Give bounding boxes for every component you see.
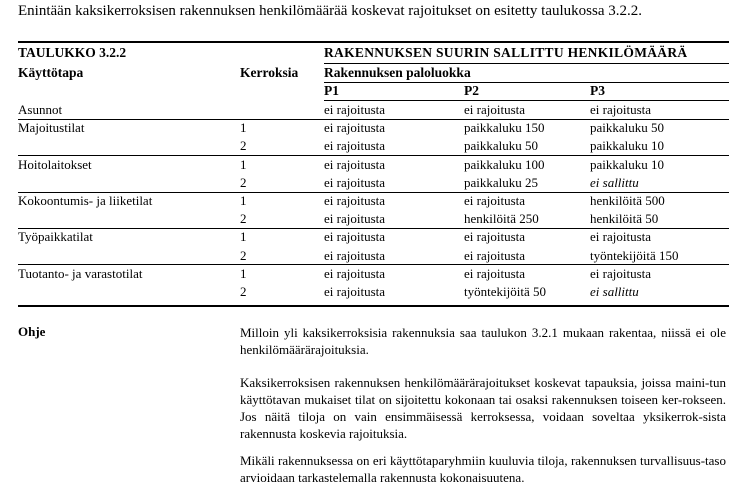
cell-p2: ei rajoitusta (464, 102, 526, 117)
cell-p1: ei rajoitusta (324, 138, 386, 154)
cell-use: Asunnot (18, 102, 63, 117)
fire-class-header: Rakennuksen paloluokka (324, 65, 471, 80)
cell-p2: ei rajoitusta (464, 265, 526, 281)
cell-floors: 2 (240, 211, 247, 227)
cell-p2: paikkaluku 25 (464, 174, 539, 190)
cell-p1: ei rajoitusta (324, 156, 386, 172)
cell-p1: ei rajoitusta (324, 120, 386, 136)
table-top-rule (18, 41, 729, 43)
table-bottom-rule (18, 305, 729, 307)
cell-floors: 1 (240, 229, 247, 245)
cell-p3: ei rajoitusta (590, 229, 652, 245)
cell-p3: ei rajoitusta (590, 102, 652, 117)
col-p3-header: P3 (590, 83, 605, 98)
cell-floors: 2 (240, 247, 247, 263)
cell-p2: työntekijöitä 50 (464, 284, 546, 299)
cell-use: Työpaikkatilat (18, 229, 93, 245)
cell-p2: ei rajoitusta (464, 229, 526, 245)
guidance-paragraph-2: Kaksikerroksisen rakennuksen henkilömäärärajoitukset koskevat tapauksia, joissa maini-tun käyttötavan mukaiset tilat on sijoitettu kokonaan tai osaksi rakennuksen toiseen ker-rokseen. Jos näitä tiloja on vain ensimmäisessä kerroksessa, voidaan soveltaa yksikerrok-sista rakennusta koskevia rajoituksia. (240, 375, 726, 441)
cell-floors: 2 (240, 174, 247, 190)
cell-p3: paikkaluku 10 (590, 156, 665, 172)
cell-p2: paikkaluku 150 (464, 120, 545, 136)
cell-p3: ei sallittu (590, 174, 639, 190)
cell-floors: 1 (240, 265, 247, 281)
cell-use: Hoitolaitokset (18, 156, 92, 172)
cell-p1: ei rajoitusta (324, 211, 386, 227)
cell-p1: ei rajoitusta (324, 229, 386, 245)
cell-floors: 1 (240, 120, 247, 136)
fire-class-underline (324, 82, 729, 83)
cell-p2: paikkaluku 100 (464, 156, 545, 172)
guidance-label: Ohje (18, 324, 46, 339)
col-p1-header: P1 (324, 83, 339, 98)
cell-floors: 1 (240, 156, 247, 172)
cell-p2: henkilöitä 250 (464, 211, 539, 227)
table-title: TAULUKKO 3.2.2 (18, 45, 127, 60)
cell-floors: 2 (240, 284, 247, 299)
guidance-paragraph-3: Mikäli rakennuksessa on eri käyttötaparyhmiin kuuluvia tiloja, rakennuksen turvallisuus-taso arvioidaan tarkastelemalla rakennusta kokonaisuutena. (240, 453, 726, 485)
cell-p1: ei rajoitusta (324, 102, 386, 117)
guidance-paragraph-1: Milloin yli kaksikerroksisia rakennuksia saa taulukon 3.2.1 mukaan rakentaa, niissä ei ole henkilömäärärajoituksia. (240, 325, 726, 357)
col-use-header: Käyttötapa (18, 65, 84, 80)
cell-p1: ei rajoitusta (324, 265, 386, 281)
cell-use: Tuotanto- ja varastotilat (18, 265, 143, 281)
cell-floors: 2 (240, 138, 247, 154)
cell-p1: ei rajoitusta (324, 284, 386, 299)
cell-p3: ei rajoitusta (590, 265, 652, 281)
cell-p3: paikkaluku 50 (590, 120, 665, 136)
intro-text: Enintään kaksikerroksisen rakennuksen henkilömäärää koskevat rajoitukset on esitetty taulukossa 3.2.2. (18, 3, 643, 19)
cell-p1: ei rajoitusta (324, 247, 386, 263)
cell-use: Kokoontumis- ja liiketilat (18, 193, 153, 208)
cell-p2: paikkaluku 50 (464, 138, 539, 154)
cell-p3: työntekijöitä 150 (590, 247, 679, 263)
col-p2-header: P2 (464, 83, 479, 98)
cell-use: Majoitustilat (18, 120, 85, 136)
cell-p3: ei sallittu (590, 284, 639, 299)
cell-p1: ei rajoitusta (324, 174, 386, 190)
cell-p3: paikkaluku 10 (590, 138, 665, 154)
cell-p1: ei rajoitusta (324, 193, 386, 208)
cell-floors: 1 (240, 193, 247, 208)
col-floors-header: Kerroksia (240, 65, 299, 80)
cell-p2: ei rajoitusta (464, 193, 526, 208)
cell-p3: henkilöitä 50 (590, 211, 659, 227)
cell-p3: henkilöitä 500 (590, 193, 665, 208)
cell-p2: ei rajoitusta (464, 247, 526, 263)
table-heading: RAKENNUKSEN SUURIN SALLITTU HENKILÖMÄÄRÄ (324, 45, 688, 60)
